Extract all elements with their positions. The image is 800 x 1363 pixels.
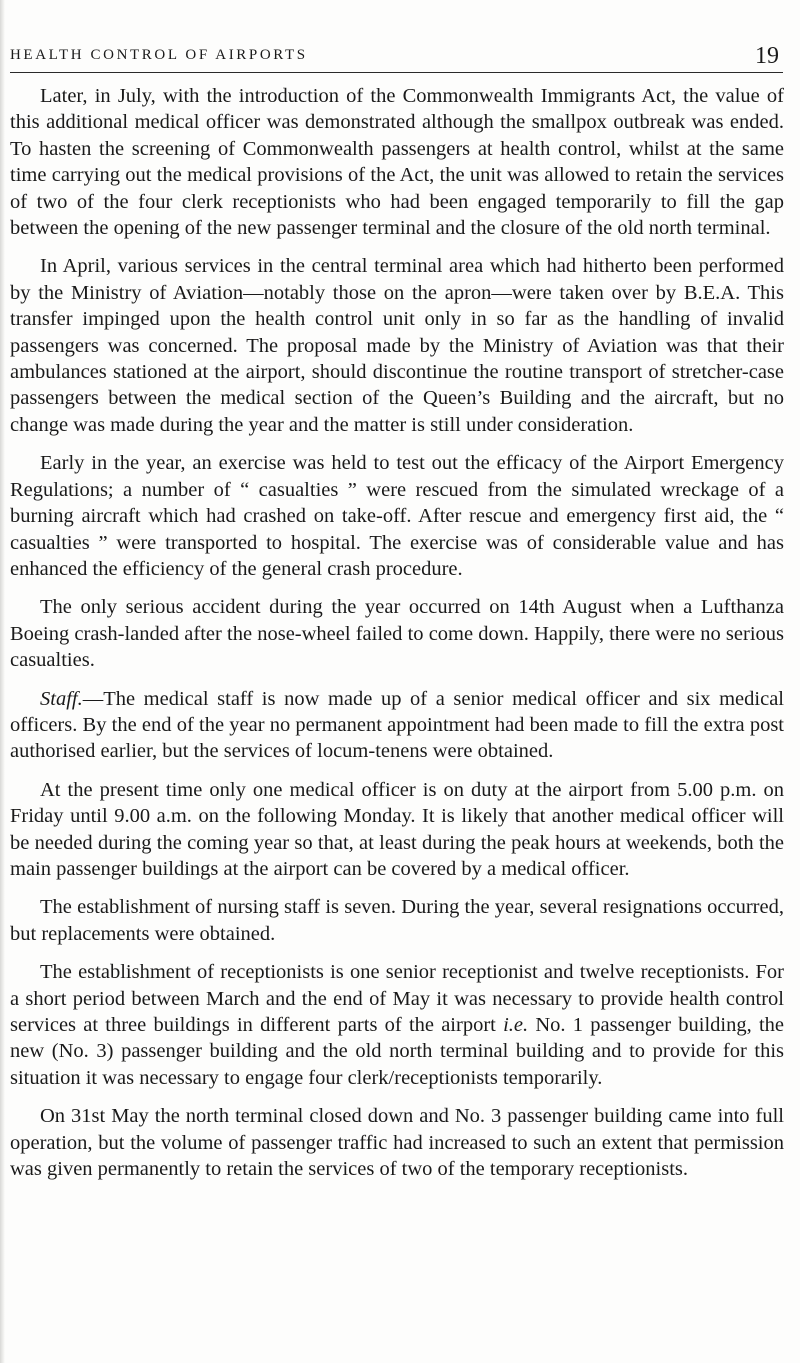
paragraph-emergency-exercise <box>10 450 784 582</box>
paragraph-text: —The medical staff is now made up of a senior medical officer and six medical officers. By the end of the year no permanent appointment had been made to fill the extra post authorised earlier, but the services of locum-tenens were obtained. <box>10 687 784 763</box>
section-lead-staff: Staff. <box>40 687 83 710</box>
paragraph-text: At the present time only one medical officer is on duty at the airport from 5.00 p.m. on Friday until 9.00 a.m. on the following Monday. It is likely that another medical officer will be needed during the coming year so that, at least during the peak hours at weekends, both the main passenger buildings at the airport can be covered by a medical officer. <box>10 778 784 880</box>
paragraph-text: In April, various services in the central terminal area which had hitherto been performed by the Ministry of Aviation—notably those on the apron—were taken over by B.E.A. This transfer impinged upon the health control unit only in so far as the handling of invalid passengers was concerned. The proposal made by the Ministry of Aviation was that their ambulances stationed at the airport, should discontinue the routine transport of stretcher-case passengers between the medical section of the Queen’s Building and the aircraft, but no change was made during the year and the matter is still under consideration. <box>10 255 784 436</box>
abbreviation-ie: i.e. <box>503 1014 529 1036</box>
paragraph-receptionists <box>10 959 784 1091</box>
paragraph-commonwealth-immigrants-act <box>10 83 784 241</box>
paragraph-text: On 31st May the north terminal closed down and No. 3 passenger building came into full operation, but the volume of passenger traffic had increased to such an extent that permission was given permanently to retain the services of two of the temporary receptionists. <box>10 1105 784 1181</box>
running-title: HEALTH CONTROL OF AIRPORTS <box>10 47 308 63</box>
paragraph-duty-hours <box>10 777 784 883</box>
body-text <box>10 83 784 1182</box>
paragraph-text: The only serious accident during the year occurred on 14th August when a Lufthanza Boeing crash-landed after the nose-wheel failed to come down. Happily, there were no serious casualties. <box>10 596 784 672</box>
paragraph-text: The establishment of nursing staff is seven. During the year, several resignations occurred, but replacements were obtained. <box>10 896 784 945</box>
paragraph-text: No. 1 passenger building, the new (No. 3) passenger building and the old north terminal building and to provide for this situation it was necessary to engage four clerk/receptionists temporarily. <box>10 1014 784 1089</box>
paragraph-text: Later, in July, with the introduction of the Commonwealth Immigrants Act, the value of this additional medical officer was demonstrated although the smallpox outbreak was ended. To hasten the screening of Commonwealth passengers at health control, whilst at the same time carrying out the medical provisions of the Act, the unit was allowed to retain the services of two of the four clerk receptionists who had been engaged temporarily to fill the gap between the opening of the new passenger terminal and the closure of the old north terminal. <box>10 85 784 240</box>
paragraph-ministry-of-aviation <box>10 253 784 438</box>
paragraph-text: The establishment of receptionists is one senior receptionist and twelve receptionists. For a short period between March and the end of May it was necessary to provide health control services at three buildings in different parts of the airport <box>10 961 784 1036</box>
paragraph-north-terminal-closed <box>10 1103 784 1182</box>
paragraph-nursing-staff <box>10 894 784 947</box>
scan-edge-shadow <box>0 0 5 1363</box>
page-number: 19 <box>755 43 779 69</box>
paragraph-serious-accident <box>10 594 784 673</box>
running-header <box>10 44 783 73</box>
paragraph-staff <box>10 686 784 765</box>
paragraph-text: Early in the year, an exercise was held to test out the efficacy of the Airport Emergency Regulations; a number of “ casualties ” were rescued from the simulated wreckage of a burning aircraft which had crashed on take-off. After rescue and emergency first aid, the “ casualties ” were transported to hospital. The exercise was of considerable value and has enhanced the efficiency of the general crash procedure. <box>10 452 784 580</box>
